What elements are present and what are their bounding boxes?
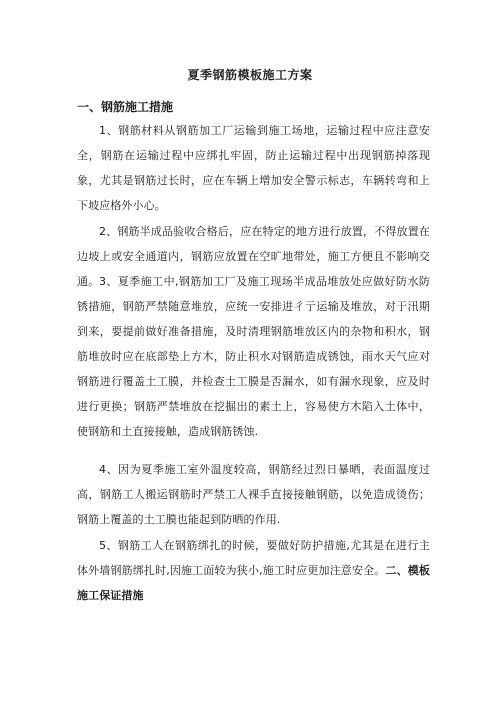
paragraph-4: 4、因为夏季施工室外温度较高，钢筋经过烈日暴晒，表面温度过高，钢筋工人搬运钢筋时严禁工人裸手直接接触钢筋，以免造成烫伤；钢筋上覆盖的土工膜也能起到防晒的作用. — [77, 463, 430, 526]
paragraph-3: 3、夏季施工中,钢筋加工厂及施工现场半成品堆放处应做好防水防锈措施，钢筋严禁随意堆放，应统一安排进彳亍运输及堆放，对于汛期到来，要提前做好准备措施，及时清理钢筋堆放区内的杂物和积水，钢筋堆放时应在底部垫上方木，防止积水对钢筋造成锈蚀，雨水天气应对钢筋进行覆盖土工膜，并检查土工膜是否漏水，如有漏水现象，应及时进行更换；钢筋严禁堆放在挖掘出的素土上，容易使方木陷入土体中，使钢筋和土直接接触，造成钢筋锈蚀. — [77, 275, 430, 438]
paragraph-1: 1、钢筋材料从钢筋加工厂运输到施工场地，运输过程中应注意安全，钢筋在运输过程中应绑扎牢固，防止运输过程中出现钢筋掉落现象，尤其是钢筋过长时，应在车辆上增加安全警示标志，车辆转弯和上下坡应格外小心。 — [77, 124, 430, 212]
paragraph-5-text: 5、钢筋工人在钢筋绑扎的时候，要做好防护措施,尤其是在进行主体外墙钢筋绑扎时,因施工面较为狭小,施工时应更加注意安全。 — [77, 539, 430, 577]
paragraph-2: 2、钢筋半成品验收合格后，应在特定的地方进行放置，不得放置在边坡上或安全通道内，钢筋应放置在空旷地带处，施工方便且不影响交通。 — [77, 225, 430, 288]
section-heading-formwork: 二、模板施工保证措施 — [77, 564, 430, 602]
section-heading-rebar: 一、钢筋施工措施 — [77, 100, 174, 114]
paragraph-5 — [77, 533, 430, 608]
document-title: 夏季钢筋模板施工方案 — [187, 68, 313, 82]
